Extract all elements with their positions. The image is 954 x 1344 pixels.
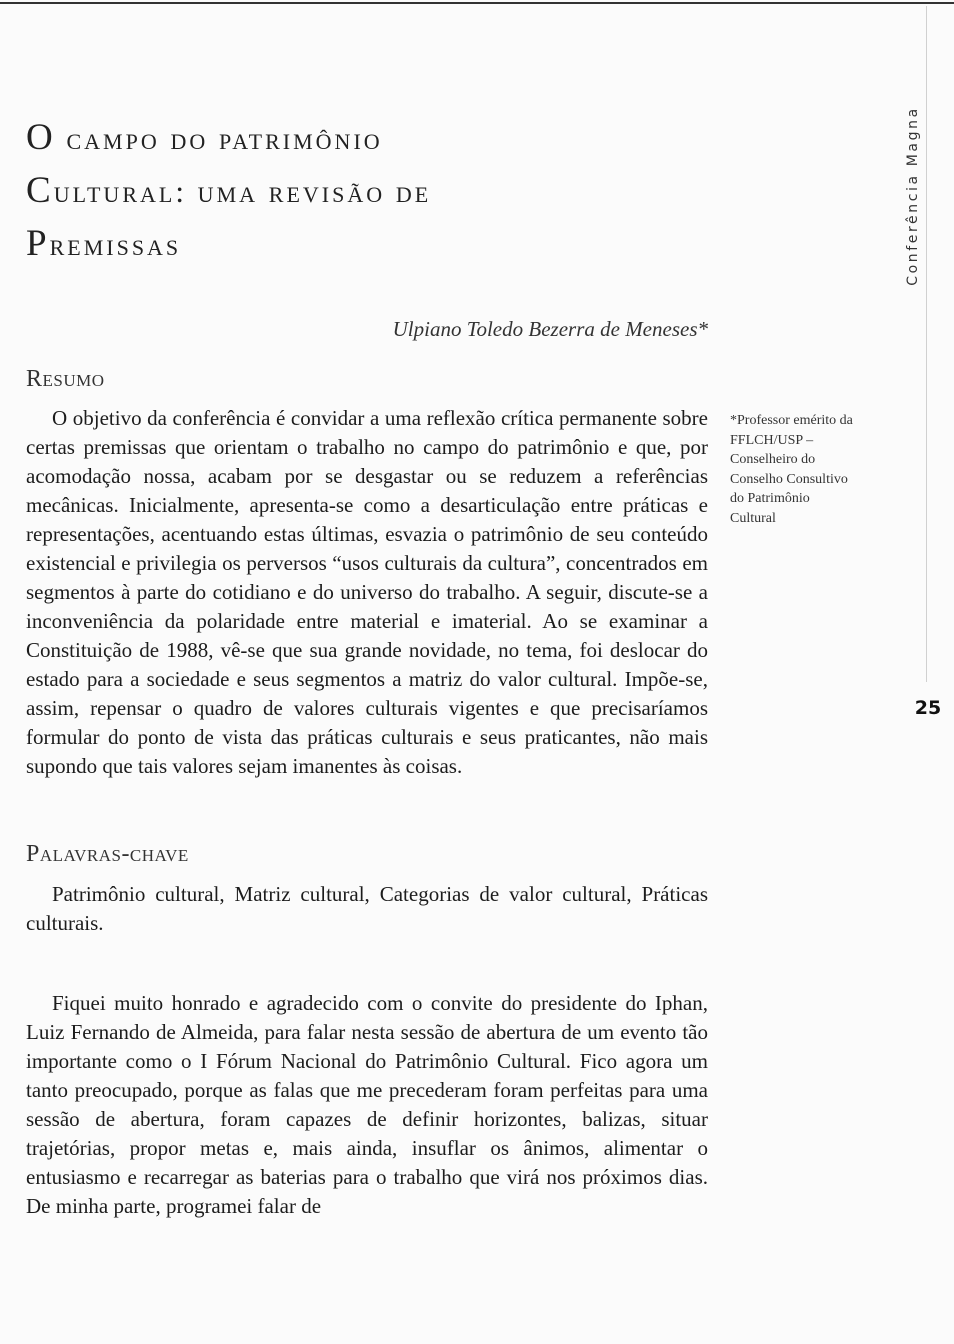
top-rule [0, 2, 954, 4]
section-label-vertical: Conferência Magna [905, 106, 921, 286]
resumo-heading: Resumo [26, 366, 105, 392]
resumo-paragraph: O objetivo da conferência é convidar a uma reflexão crítica permanente sobre certas premissas que orientam o trabalho no campo do patrimônio e que, por acomodação nossa, acabam por se desgastar ou se reduzem a referências mecânicas. Inicialmente, apresenta-se como a desarticulação entre práticas e representações, acentuando estas últimas, esvazia o patrimônio de seu conteúdo existencial e privilegia os perversos “usos culturais da cultura”, concentrados em segmentos à parte do cotidiano e do universo do trabalho. A seguir, discute-se a inconveniência da polaridade entre material e imaterial. Ao se examinar a Constituição de 1988, vê-se que sua grande novidade, no tema, foi deslocar do estado para a sociedade e seus segmentos a matriz do valor cultural. Impõe-se, assim, repensar o quadro de valores culturais vigentes e que precisaríamos formular do ponto de vista das práticas culturais e seus praticantes, não mais supondo que tais valores sejam imanentes às coisas. [26, 406, 708, 778]
article-title [26, 112, 666, 271]
footnote-line: do Patrimônio [730, 491, 810, 506]
author-footnote [730, 411, 880, 528]
footnote-line: Cultural [730, 510, 776, 526]
footnote-line: Conselho Consultivo [730, 471, 848, 487]
title-line-2: Cultural: uma revisão de [26, 170, 432, 211]
page-number: 25 [914, 697, 942, 719]
author-name: Ulpiano Toledo Bezerra de Meneses* [392, 317, 708, 341]
footnote-line: *Professor emérito da [730, 413, 853, 428]
keywords-heading: Palavras-chave [26, 841, 189, 867]
keywords-paragraph: Patrimônio cultural, Matriz cultural, Categorias de valor cultural, Práticas culturais. [26, 882, 708, 935]
body-paragraph: Fiquei muito honrado e agradecido com o convite do presidente do Iphan, Luiz Fernando de Almeida, para falar nesta sessão de abertura de um evento tão importante como o I Fórum Nacional do Patrimônio Cultural. Fico agora um tanto preocupado, porque as falas que me precederam foram perfeitas para uma sessão de abertura, foram capazes de definir horizontes, balizas, situar trajetórias, propor metas e, mais ainda, insuflar os ânimos, alimentar o entusiasmo e recarregar as baterias para o trabalho que virá nos próximos dias. De minha parte, programei falar de [26, 991, 708, 1218]
footnote-line: FFLCH/USP – [730, 432, 814, 448]
title-line-1: O campo do patrimônio [26, 117, 383, 158]
margin-rule [926, 6, 927, 682]
title-line-3: Premissas [26, 223, 182, 264]
footnote-line: Conselheiro do [730, 452, 816, 467]
